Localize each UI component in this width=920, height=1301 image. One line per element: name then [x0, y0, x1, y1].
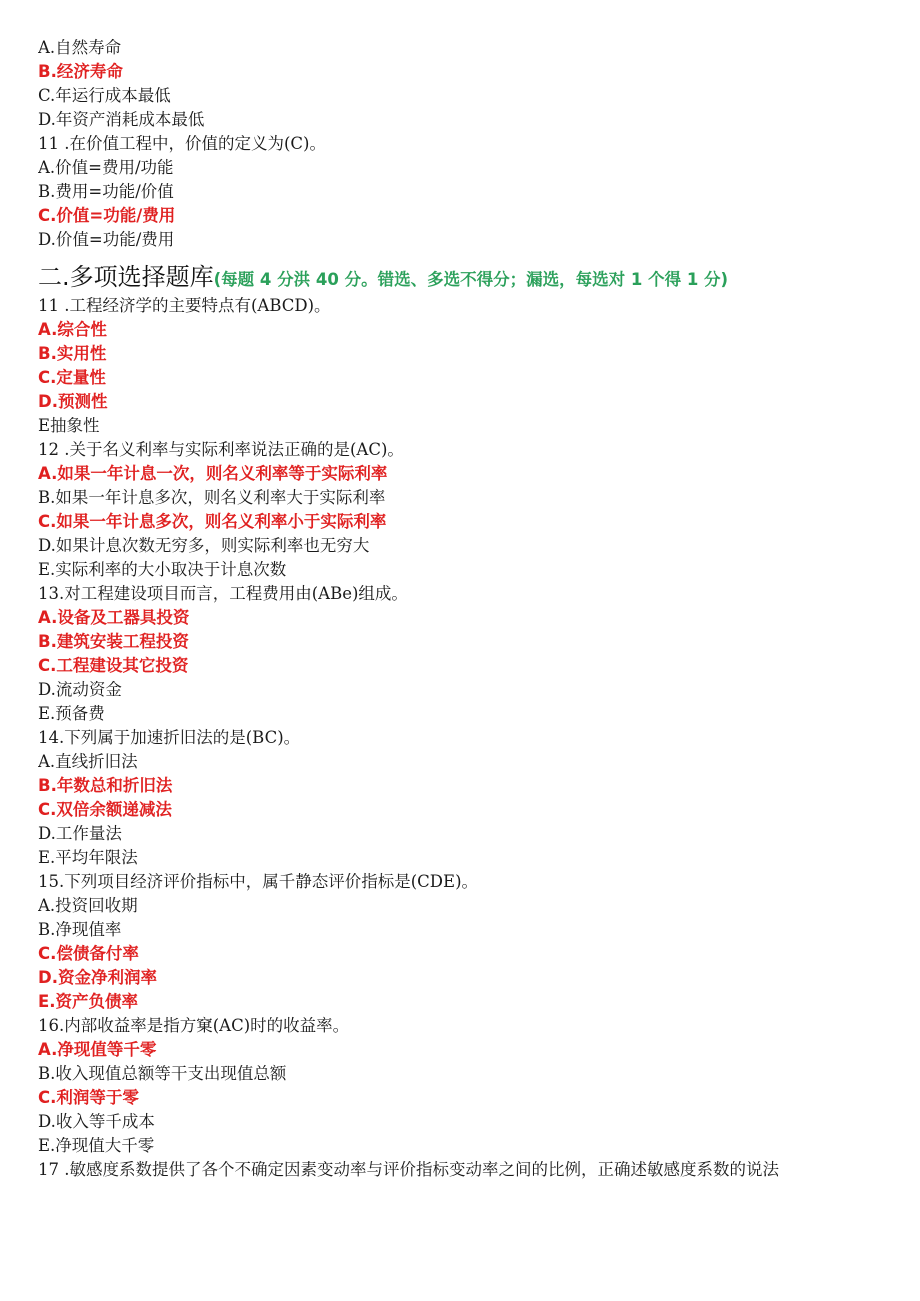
- section-heading: [38, 260, 898, 294]
- option: D.流动资金: [38, 680, 122, 699]
- option: A.价值=费用/功能: [38, 158, 174, 177]
- option: B.费用=功能/价值: [38, 182, 174, 201]
- option: D.价值=功能/费用: [38, 230, 175, 249]
- correct-option: B.年数总和折旧法: [38, 776, 173, 795]
- correct-option: D.资金净利润率: [38, 968, 157, 987]
- option: E.净现值大千零: [38, 1136, 155, 1155]
- correct-option: C.价值=功能/费用: [38, 206, 176, 225]
- option: E.实际利率的大小取决于计息次数: [38, 560, 287, 579]
- question-stem: 14.下列属于加速折旧法的是(BC)。: [38, 728, 301, 747]
- question-stem: 15.下列项目经济评价指标中，属千静态评价指标是(CDE)。: [38, 872, 479, 891]
- option: E.预备费: [38, 704, 105, 723]
- question-block-top: [38, 36, 898, 252]
- option: E.平均年限法: [38, 848, 138, 867]
- correct-option: C.利润等于零: [38, 1088, 139, 1107]
- correct-option: D.预测性: [38, 392, 108, 411]
- question-stem: 11 .工程经济学的主要特点有(ABCD)。: [38, 296, 331, 315]
- option: B.净现值率: [38, 920, 122, 939]
- option: D.收入等千成本: [38, 1112, 155, 1131]
- question-block-bottom: [38, 294, 898, 1182]
- correct-option: C.定量性: [38, 368, 106, 387]
- correct-option: A.综合性: [38, 320, 107, 339]
- option: D.年资产消耗成本最低: [38, 110, 205, 129]
- question-stem: 17 .敏感度系数提供了各个不确定因素变动率与评价指标变动率之间的比例，正确述敏感度系数的说法: [38, 1160, 779, 1179]
- section-scoring-note: (每题 4 分洪 40 分。错选、多选不得分；漏选，每选对 1 个得 1 分): [213, 270, 729, 289]
- option: B.如果一年计息多次，则名义利率大于实际利率: [38, 488, 386, 507]
- question-stem: 16.内部收益率是指方窠(AC)时的收益率。: [38, 1016, 350, 1035]
- correct-option: A.净现值等千零: [38, 1040, 157, 1059]
- correct-option: B.实用性: [38, 344, 107, 363]
- option: D.如果计息次数无穷多，则实际利率也无穷大: [38, 536, 370, 555]
- correct-option: C.如果一年计息多次，则名义利率小于实际利率: [38, 512, 387, 531]
- option: E抽象性: [38, 416, 100, 435]
- option: D.工作量法: [38, 824, 122, 843]
- correct-option: B.建筑安装工程投资: [38, 632, 189, 651]
- option: A.自然寿命: [38, 38, 122, 57]
- document-page: [38, 36, 898, 1182]
- correct-option: A.如果一年计息一次，则名义利率等于实际利率: [38, 464, 388, 483]
- option: A.直线折旧法: [38, 752, 138, 771]
- correct-option: C.双倍余额递减法: [38, 800, 172, 819]
- question-stem: 13.对工程建设项目而言，工程费用由(ABe)组成。: [38, 584, 408, 603]
- option: C.年运行成本最低: [38, 86, 171, 105]
- correct-option: C.偿债备付率: [38, 944, 139, 963]
- question-stem: 12 .关于名义利率与实际利率说法正确的是(AC)。: [38, 440, 404, 459]
- option: B.收入现值总额等干支出现值总额: [38, 1064, 287, 1083]
- correct-option: C.工程建设其它投资: [38, 656, 189, 675]
- question-stem: 11 .在价值工程中，价值的定义为(C)。: [38, 134, 326, 153]
- option: A.投资回收期: [38, 896, 138, 915]
- correct-option: A.设备及工器具投资: [38, 608, 190, 627]
- section-title: 二.多项选择题库: [38, 263, 214, 291]
- correct-option: B.经济寿命: [38, 62, 123, 81]
- correct-option: E.资产负债率: [38, 992, 139, 1011]
